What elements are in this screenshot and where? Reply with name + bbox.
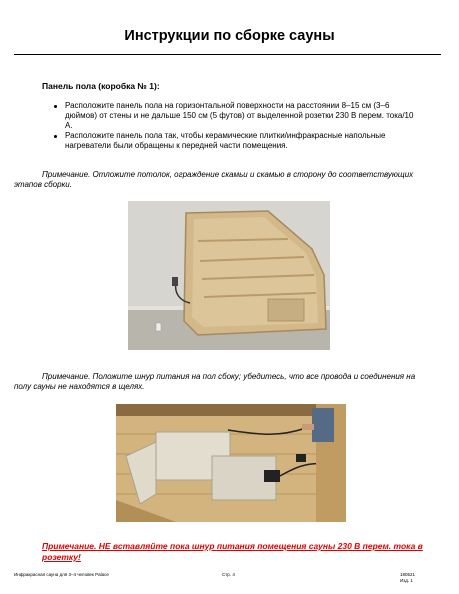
list-item-text: Расположите панель пола так, чтобы керамические плитки/инфракрасные напольные нагреватели были обращены к передней части помещения. [65,131,386,150]
footer-doc-code: 180521 [400,572,416,577]
bullet-icon [54,105,57,108]
footer-edition: Изд. 1 [400,578,413,583]
footer-product: Инфракрасная сауна для 3–4 человек Palace [14,572,109,577]
list-item [42,131,422,151]
list-item [42,101,422,131]
title-divider [14,54,441,55]
footer-page-number: Стр. 4 [222,572,235,577]
note-set-aside: Примечание. Отложите потолок, ограждение скамьи и скамью в сторону до соответствующих этапов сборки. [14,170,414,189]
floor-panel-photo [128,201,330,350]
list-item-text: Расположите панель пола на горизонтальной поверхности на расстоянии 8–15 см (3–6 дюймов) от стены и не дальше 150 см (5 футов) от выделенной розетки 230 В перем. тока/10 А. [65,101,414,130]
section-heading: Панель пола (коробка № 1): [42,81,160,91]
warning-note: Примечание. НЕ вставляйте пока шнур питания помещения сауны 230 В перем. тока в розетку! [42,541,423,562]
bullet-icon [54,135,57,138]
page-title: Инструкции по сборке сауны [124,28,335,44]
floor-heaters-photo [116,404,346,522]
footer-revision [400,572,415,584]
floor-panel-illustration [128,201,330,350]
floor-heaters-illustration [116,404,346,522]
note-power-cord: Примечание. Положите шнур питания на пол сбоку; убедитесь, что все провода и соединения на полу сауны не находятся в щелях. [14,372,416,391]
instruction-list [42,101,422,151]
